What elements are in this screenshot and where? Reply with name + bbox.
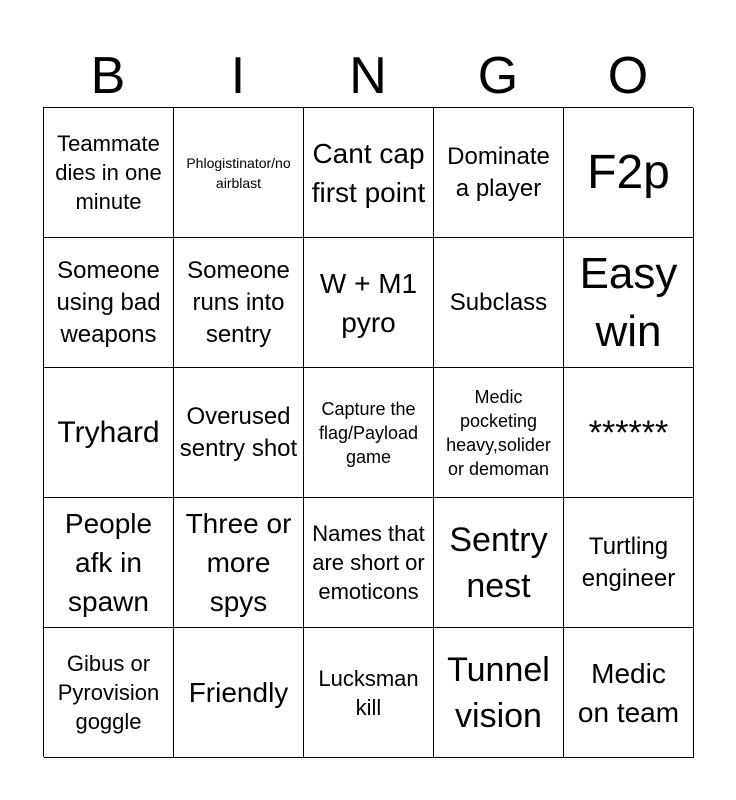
cell-text: Medic on team [577,657,680,728]
cell-text: Names that are short or emoticons [312,521,425,604]
cell-text: Turtling engineer [581,532,676,592]
cell-text: F2p [587,145,670,199]
cell-text: W + M1 pyro [319,267,418,338]
cell-text: Three or more spys [185,508,292,617]
bingo-cell[interactable] [434,628,564,758]
cell-text: Sentry nest [449,520,548,605]
bingo-cell[interactable] [434,238,564,368]
bingo-cell[interactable] [434,498,564,628]
cell-text: Gibus or Pyrovision goggle [57,651,160,734]
bingo-board [43,107,693,757]
bingo-cell[interactable] [434,108,564,238]
bingo-cell[interactable] [174,368,304,498]
cell-text: Lucksman kill [318,665,419,720]
bingo-cell[interactable] [44,628,174,758]
bingo-cell[interactable] [174,628,304,758]
cell-text: Someone runs into sentry [187,256,290,348]
bingo-cell[interactable] [564,628,694,758]
cell-text: People afk in spawn [64,508,153,617]
cell-text: Subclass [449,288,548,316]
header-letter-g: G [477,47,519,105]
bingo-cell[interactable] [304,628,434,758]
bingo-cell[interactable] [304,108,434,238]
bingo-cell[interactable] [304,368,434,498]
cell-text: Tunnel vision [447,650,550,735]
header-letter-b: B [90,47,126,105]
cell-text: Dominate a player [447,142,550,202]
bingo-header [43,44,693,108]
cell-text: Someone using bad weapons [56,256,161,348]
header-letter-o: O [607,47,649,105]
cell-text: ****** [588,413,669,452]
cell-text: Phlogistinator/no airblast [186,154,291,191]
cell-text: Capture the flag/Payload game [318,398,419,467]
cell-text: Friendly [188,677,289,708]
bingo-cell[interactable] [174,498,304,628]
bingo-cell[interactable] [174,238,304,368]
cell-text: Teammate dies in one minute [55,131,162,214]
cell-text: Overused sentry shot [179,402,298,462]
bingo-cell[interactable] [564,108,694,238]
cell-text: Medic pocketing heavy,solider or demoman [446,386,551,479]
header-letter-i: I [230,47,246,105]
header-letter-n: N [349,47,387,105]
cell-text: Cant cap first point [311,137,426,208]
bingo-cell[interactable] [44,368,174,498]
bingo-cell[interactable] [434,368,564,498]
cell-text: Tryhard [57,415,160,449]
bingo-cell[interactable] [304,498,434,628]
bingo-cell[interactable] [304,238,434,368]
bingo-cell[interactable] [564,498,694,628]
bingo-cell[interactable] [564,238,694,368]
bingo-cell[interactable] [44,238,174,368]
bingo-cell[interactable] [44,498,174,628]
bingo-cell[interactable] [564,368,694,498]
bingo-cell[interactable] [174,108,304,238]
bingo-cell[interactable] [44,108,174,238]
cell-text: Easy win [579,248,678,356]
